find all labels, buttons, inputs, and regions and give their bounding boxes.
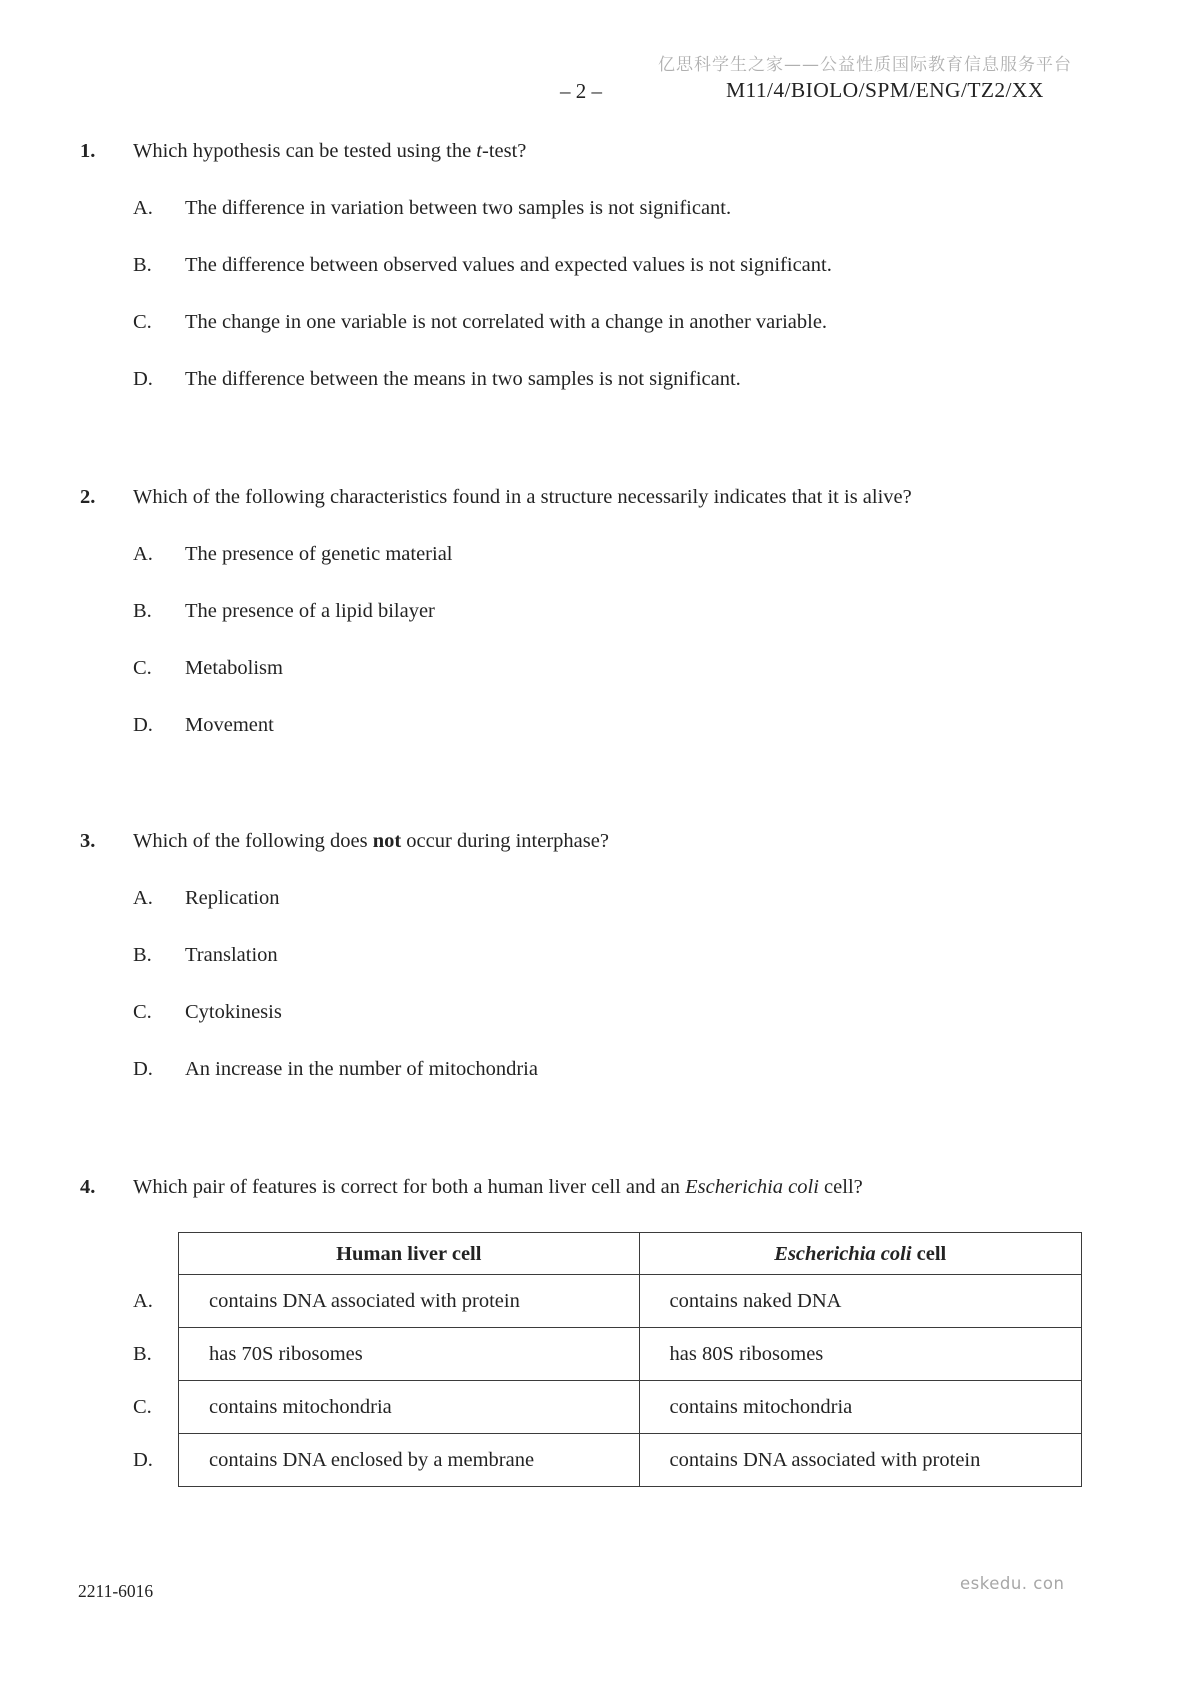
table-row: [179, 1381, 1082, 1434]
question-stem: [133, 828, 609, 854]
option-letter: C.: [133, 1001, 152, 1023]
question-1: [80, 138, 1115, 392]
stem-italic-text: t: [476, 140, 482, 162]
question-2-stem-row: [80, 484, 1115, 510]
option-letter: B.: [133, 944, 152, 966]
table-cell: contains naked DNA: [639, 1275, 1081, 1328]
question-number: 1.: [80, 140, 96, 162]
option-row: [80, 309, 1115, 335]
stem-text: Which hypothesis can be tested using the: [133, 140, 477, 162]
site-watermark-text: 亿思科学生之家——公益性质国际教育信息服务平台: [658, 55, 1072, 75]
stem-text: -test?: [482, 140, 527, 162]
question-2: [80, 484, 1115, 738]
option-text: The presence of a lipid bilayer: [185, 600, 435, 622]
option-row: [80, 942, 1115, 968]
option-row: [80, 1056, 1115, 1082]
table-row: [179, 1434, 1082, 1487]
question-3: [80, 828, 1115, 1082]
stem-text: Which pair of features is correct for both a human liver cell and an: [133, 1176, 686, 1198]
table-row-letter: B.: [133, 1342, 152, 1365]
option-text: The change in one variable is not correlated with a change in another variable.: [185, 311, 828, 333]
option-text: The difference between observed values and expected values is not significant.: [185, 254, 832, 276]
table-row-letter: A.: [133, 1289, 153, 1312]
stem-text: Which of the following does: [133, 830, 373, 852]
option-text: Cytokinesis: [185, 1001, 282, 1023]
question-number: 2.: [80, 486, 96, 508]
option-row: [80, 999, 1115, 1025]
question-4-stem-row: [80, 1174, 1115, 1200]
option-row: [80, 252, 1115, 278]
header-text: cell: [911, 1242, 947, 1265]
table-cell: has 70S ribosomes: [179, 1328, 640, 1381]
exam-code: M11/4/BIOLO/SPM/ENG/TZ2/XX: [726, 78, 1044, 102]
option-letter: A.: [133, 543, 153, 565]
option-row: [80, 598, 1115, 624]
option-row: [80, 885, 1115, 911]
q4-row-letters: [80, 1232, 178, 1487]
table-cell: contains DNA associated with protein: [639, 1434, 1081, 1487]
header-italic-text: Escherichia coli: [774, 1242, 912, 1265]
option-row: [80, 366, 1115, 392]
option-text: The difference in variation between two samples is not significant.: [185, 197, 732, 219]
table-header-human-liver-cell: [179, 1233, 640, 1275]
page-number: – 2 –: [560, 79, 602, 103]
stem-bold-text: not: [372, 830, 402, 852]
option-letter: C.: [133, 311, 152, 333]
footer-document-code: 2211-6016: [78, 1581, 154, 1601]
table-row-letter: D.: [133, 1448, 153, 1471]
table-header-e-coli-cell: [639, 1233, 1081, 1275]
question-stem: [133, 1174, 863, 1200]
option-row: [80, 541, 1115, 567]
table-cell: contains DNA enclosed by a membrane: [179, 1434, 640, 1487]
option-text: Replication: [185, 887, 280, 909]
option-letter: D.: [133, 714, 153, 736]
option-letter: A.: [133, 887, 153, 909]
q4-comparison-table: [178, 1232, 1082, 1487]
option-text: Translation: [185, 944, 278, 966]
option-text: The presence of genetic material: [185, 543, 453, 565]
stem-italic-text: Escherichia coli: [685, 1176, 819, 1198]
question-4: [80, 1174, 1115, 1487]
stem-text: occur during interphase?: [401, 830, 609, 852]
option-text: Metabolism: [185, 657, 283, 679]
option-text: The difference between the means in two samples is not significant.: [185, 368, 741, 390]
option-text: An increase in the number of mitochondria: [185, 1058, 538, 1080]
question-number: 4.: [80, 1176, 96, 1198]
q4-table-block: [80, 1232, 1115, 1487]
question-1-stem-row: [80, 138, 1115, 164]
question-number: 3.: [80, 830, 96, 852]
header-text: Human liver cell: [336, 1242, 482, 1265]
option-row: [80, 195, 1115, 221]
question-stem: [133, 484, 912, 510]
option-letter: B.: [133, 600, 152, 622]
table-cell: contains DNA associated with protein: [179, 1275, 640, 1328]
option-row: [80, 712, 1115, 738]
table-header-row: [179, 1233, 1082, 1275]
table-cell: contains mitochondria: [639, 1381, 1081, 1434]
question-3-stem-row: [80, 828, 1115, 854]
table-cell: contains mitochondria: [179, 1381, 640, 1434]
table-row-letter: C.: [133, 1395, 152, 1418]
table-cell: has 80S ribosomes: [639, 1328, 1081, 1381]
footer-watermark: eskedu. con: [960, 1574, 1065, 1593]
question-stem: [133, 138, 526, 164]
option-letter: A.: [133, 197, 153, 219]
option-letter: D.: [133, 1058, 153, 1080]
table-row: [179, 1275, 1082, 1328]
option-text: Movement: [185, 714, 274, 736]
option-letter: D.: [133, 368, 153, 390]
option-letter: B.: [133, 254, 152, 276]
stem-text: Which of the following characteristics found in a structure necessarily indicates that it is alive?: [133, 486, 912, 508]
table-row: [179, 1328, 1082, 1381]
option-letter: C.: [133, 657, 152, 679]
option-row: [80, 655, 1115, 681]
stem-text: cell?: [818, 1176, 863, 1198]
